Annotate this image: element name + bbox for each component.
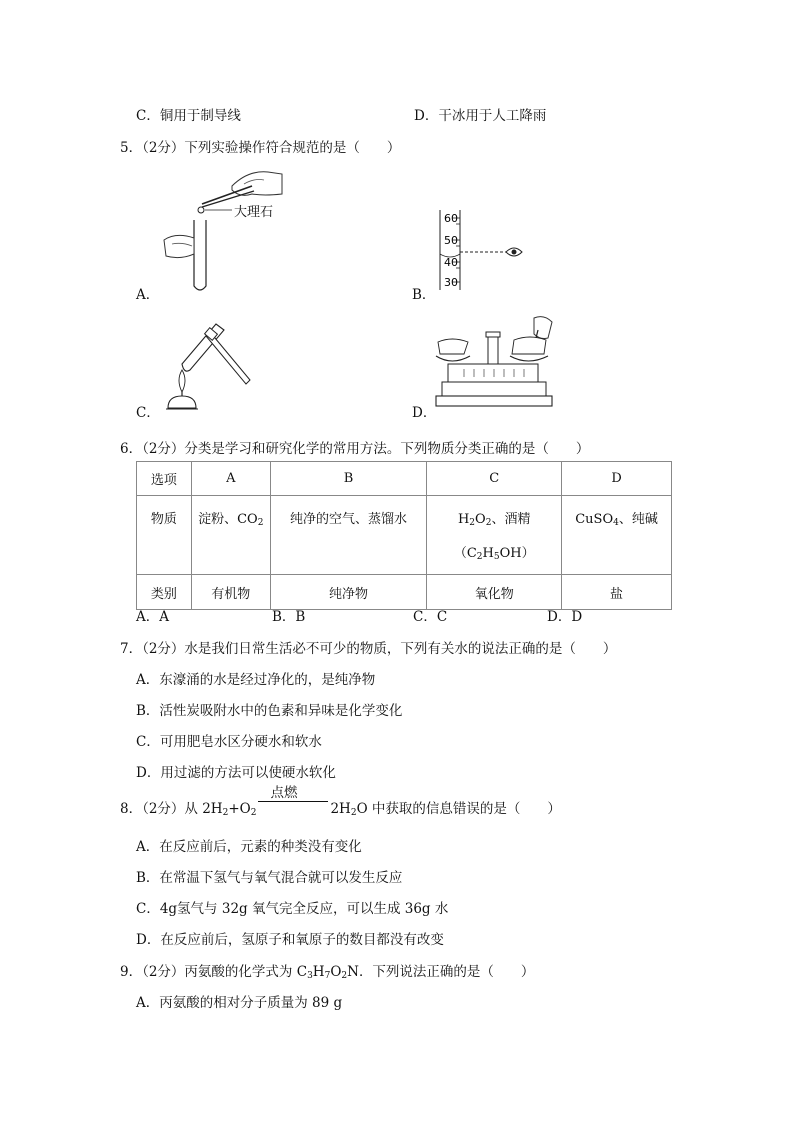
cell-a-category: 有机物 bbox=[191, 575, 270, 610]
q4-option-c: C．铜用于制导线 bbox=[136, 108, 241, 124]
q5-figure-a bbox=[160, 164, 290, 296]
q5-label-c: C． bbox=[136, 405, 160, 421]
q8-option-c: C．4g氢气与 32g 氧气完全反应，可以生成 36g 水 bbox=[136, 901, 449, 917]
q5-figure-d bbox=[434, 314, 558, 414]
cell-b-category: 纯净物 bbox=[270, 575, 427, 610]
q9-option-a: A．丙氨酸的相对分子质量为 89 g bbox=[136, 995, 343, 1011]
q8-option-d: D．在反应前后，氢原子和氧原子的数目都没有改变 bbox=[136, 932, 444, 948]
svg-text:40: 40 bbox=[444, 256, 458, 269]
table-header-d: D bbox=[562, 462, 672, 496]
row-label-category: 类别 bbox=[137, 575, 192, 610]
q7-option-c: C．可用肥皂水区分硬水和软水 bbox=[136, 734, 322, 750]
q7-option-a: A．东濠涌的水是经过净化的，是纯净物 bbox=[136, 672, 376, 688]
cell-d-category: 盐 bbox=[562, 575, 672, 610]
row-label-substance: 物质 bbox=[137, 496, 192, 575]
table-header-b: B bbox=[270, 462, 427, 496]
q7-option-b: B．活性炭吸附水中的色素和异味是化学变化 bbox=[136, 703, 403, 719]
q5-label-d: D． bbox=[412, 405, 437, 421]
reaction-arrow bbox=[256, 785, 330, 813]
svg-text:60: 60 bbox=[444, 212, 458, 225]
q6-option-b: B．B bbox=[272, 609, 306, 625]
q6-option-d: D．D bbox=[547, 609, 583, 625]
q5-figure-b bbox=[434, 208, 534, 292]
cell-c-category: 氧化物 bbox=[427, 575, 562, 610]
table-header-a: A bbox=[191, 462, 270, 496]
q8-option-b: B．在常温下氢气与氧气混合就可以发生反应 bbox=[136, 870, 403, 886]
cell-d-substance: CuSO$_4$、纯碱 bbox=[562, 496, 672, 575]
q4-option-d: D．干冰用于人工降雨 bbox=[414, 108, 547, 124]
q5-figure-c bbox=[160, 318, 256, 414]
q6-option-a: A．A bbox=[136, 609, 169, 625]
q6-option-c: C．C bbox=[413, 609, 448, 625]
q5-label-b: B． bbox=[412, 287, 436, 303]
q6-stem: 6．（2分）分类是学习和研究化学的常用方法。下列物质分类正确的是（ ） bbox=[120, 441, 590, 457]
reaction-condition: 点燃 bbox=[270, 785, 298, 801]
q5-stem: 5．（2分）下列实验操作符合规范的是（ ） bbox=[120, 140, 401, 156]
q7-stem: 7．（2分）水是我们日常生活必不可少的物质，下列有关水的说法正确的是（ ） bbox=[120, 641, 617, 657]
svg-text:30: 30 bbox=[444, 276, 458, 289]
q7-option-d: D．用过滤的方法可以使硬水软化 bbox=[136, 765, 336, 781]
cell-a-substance: 淀粉、$CO_2$ bbox=[191, 496, 270, 575]
svg-text:50: 50 bbox=[444, 234, 458, 247]
table-header-c: C bbox=[427, 462, 562, 496]
table-header-option: 选项 bbox=[137, 462, 192, 496]
q5-label-a: A． bbox=[136, 287, 160, 303]
q6-classification-table bbox=[136, 461, 672, 610]
marble-label: 大理石 bbox=[234, 205, 274, 220]
q8-stem: 8．（2分）从 $2H_2+O_2$ 点燃 $2H_2O$ 中获取的信息错误的是（ ） bbox=[120, 797, 561, 818]
cell-c-substance: $H_2O_2$、酒精 $(C_2H_5OH)$ bbox=[427, 496, 562, 575]
q8-option-a: A．在反应前后，元素的种类没有变化 bbox=[136, 839, 362, 855]
cell-b-substance: 纯净的空气、蒸馏水 bbox=[270, 496, 427, 575]
q9-stem: 9．（2分）丙氨酸的化学式为 $C_3H_7O_2N$．下列说法正确的是（ ） bbox=[120, 964, 535, 981]
